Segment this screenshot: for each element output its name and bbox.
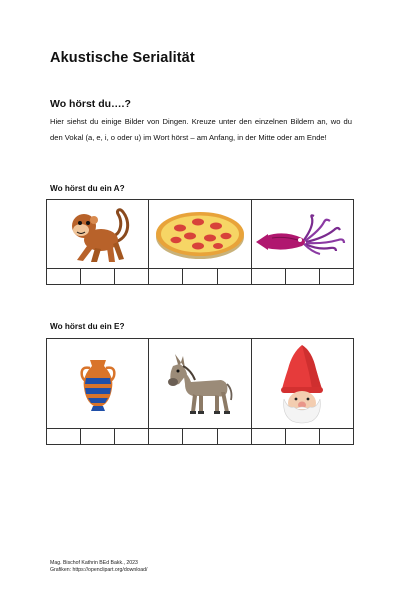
gnome-icon [276, 343, 328, 425]
answer-box[interactable] [115, 429, 149, 445]
footer-author: Mag. Bischof Kathrin BEd Bakk., 2023 [50, 560, 138, 566]
donkey-icon [165, 352, 235, 416]
answer-box[interactable] [149, 269, 183, 285]
picture-cell-donkey [149, 339, 251, 429]
answer-box[interactable] [217, 269, 251, 285]
picture-row [47, 200, 354, 269]
answer-box[interactable] [319, 429, 353, 445]
picture-row [47, 339, 354, 429]
answer-box[interactable] [285, 269, 319, 285]
answer-box[interactable] [285, 429, 319, 445]
answer-box[interactable] [251, 429, 285, 445]
squid-icon [254, 212, 350, 256]
answer-box[interactable] [183, 269, 217, 285]
answer-box[interactable] [217, 429, 251, 445]
task-grid-e [46, 338, 354, 445]
answer-box[interactable] [47, 269, 81, 285]
answer-box[interactable] [183, 429, 217, 445]
answer-box[interactable] [81, 429, 115, 445]
answer-box[interactable] [81, 269, 115, 285]
instructions-text: Hier siehst du einige Bilder von Dingen. Kreuze unter den einzelnen Bildern an, wo du den Vokal (a, e, i, o oder u) im Wort hörst – am Anfang, in der Mitte oder am Ende! [50, 117, 352, 142]
answer-box[interactable] [251, 269, 285, 285]
pizza-icon [154, 206, 246, 262]
page-title: Akustische Serialität [50, 50, 195, 66]
task-grid-a [46, 199, 354, 285]
answer-box[interactable] [115, 269, 149, 285]
answer-row [47, 429, 354, 445]
monkey-icon [63, 202, 133, 266]
answer-box[interactable] [47, 429, 81, 445]
picture-cell-amphora [47, 339, 149, 429]
footer [50, 560, 147, 574]
task-heading-e: Wo hörst du ein E? [50, 322, 125, 331]
amphora-icon [78, 356, 118, 412]
answer-box[interactable] [149, 429, 183, 445]
answer-row [47, 269, 354, 285]
picture-cell-gnome [251, 339, 353, 429]
picture-cell-monkey [47, 200, 149, 269]
section-heading: Wo hörst du….? [50, 98, 131, 110]
footer-credits: Grafiken: https://openclipart.org/download/ [50, 567, 148, 573]
picture-cell-pizza [149, 200, 251, 269]
picture-cell-squid [251, 200, 353, 269]
answer-box[interactable] [319, 269, 353, 285]
task-heading-a: Wo hörst du ein A? [50, 184, 125, 193]
